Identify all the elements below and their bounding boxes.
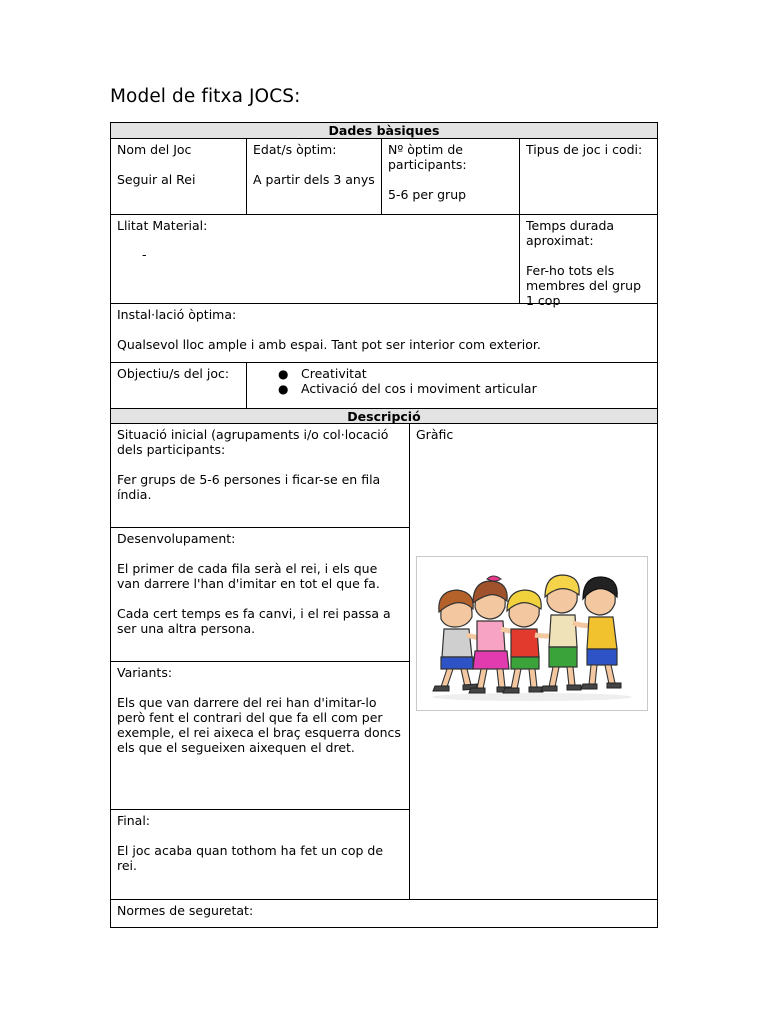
safety-rules-cell bbox=[111, 899, 657, 927]
material-cell bbox=[111, 214, 519, 303]
game-sheet-table bbox=[110, 122, 658, 928]
graphic-cell bbox=[409, 423, 657, 899]
duration-cell bbox=[519, 214, 657, 308]
game-name-value: Seguir al Rei bbox=[117, 172, 196, 187]
initial-situation-value: Fer grups de 5-6 persones i ficar-se en fila índia. bbox=[117, 472, 381, 502]
final-value: El joc acaba quan tothom ha fet un cop de rei. bbox=[117, 843, 384, 873]
final-cell bbox=[111, 809, 409, 899]
basics-section-header: Dades bàsiques bbox=[111, 123, 657, 138]
development-paragraph-2: Cada cert temps es fa canvi, i el rei passa a ser una altra persona. bbox=[117, 606, 391, 636]
players-label: Nº òptim de participants: bbox=[388, 142, 467, 172]
installation-label: Instal·lació òptima: bbox=[117, 307, 237, 322]
objectives-label: Objectiu/s del joc: bbox=[117, 366, 230, 381]
list-item: ● Activació del cos i moviment articular bbox=[278, 381, 537, 396]
children-train-illustration bbox=[416, 556, 648, 711]
development-cell bbox=[111, 527, 409, 661]
age-value: A partir dels 3 anys bbox=[253, 172, 375, 187]
development-label: Desenvolupament: bbox=[117, 531, 236, 546]
material-label: Llitat Material: bbox=[117, 218, 208, 233]
game-type-label: Tipus de joc i codi: bbox=[526, 142, 643, 157]
objectives-list-cell bbox=[246, 362, 657, 408]
children-illustration-icon bbox=[417, 557, 647, 710]
installation-cell bbox=[111, 303, 657, 362]
bullet-icon: ● bbox=[278, 367, 289, 381]
duration-value: Fer-ho tots els membres del grup 1 cop bbox=[526, 263, 642, 308]
game-type-cell bbox=[519, 138, 657, 214]
material-value: - bbox=[142, 247, 147, 262]
safety-rules-label: Normes de seguretat: bbox=[117, 903, 254, 918]
game-name-label: Nom del Joc bbox=[117, 142, 192, 157]
initial-situation-cell bbox=[111, 423, 409, 527]
initial-situation-label: Situació inicial (agrupaments i/o col·locació dels participants: bbox=[117, 427, 389, 457]
age-cell bbox=[246, 138, 381, 214]
graphic-label: Gràfic bbox=[416, 427, 454, 442]
variants-label: Variants: bbox=[117, 665, 173, 680]
installation-value: Qualsevol lloc ample i amb espai. Tant pot ser interior com exterior. bbox=[117, 337, 541, 352]
duration-label: Temps durada aproximat: bbox=[526, 218, 615, 248]
description-section-header: Descripció bbox=[111, 408, 657, 424]
players-cell bbox=[381, 138, 519, 214]
game-name-cell bbox=[111, 138, 246, 214]
objectives-label-cell bbox=[111, 362, 246, 408]
age-label: Edat/s òptim: bbox=[253, 142, 337, 157]
variants-value: Els que van darrere del rei han d'imitar-lo però fent el contrari del que fa ell com per exemple, el rei aixeca el braç esquerra doncs els que el segueixen aixequen el dret. bbox=[117, 695, 401, 755]
bullet-icon: ● bbox=[278, 382, 289, 396]
list-item: ● Creativitat bbox=[278, 366, 367, 381]
final-label: Final: bbox=[117, 813, 151, 828]
objectives-list bbox=[253, 366, 651, 396]
development-paragraph-1: El primer de cada fila serà el rei, i els que van darrere l'han d'imitar en tot el que fa. bbox=[117, 561, 380, 591]
players-value: 5-6 per grup bbox=[388, 187, 467, 202]
document-title: Model de fitxa JOCS: bbox=[110, 86, 301, 107]
variants-cell bbox=[111, 661, 409, 809]
